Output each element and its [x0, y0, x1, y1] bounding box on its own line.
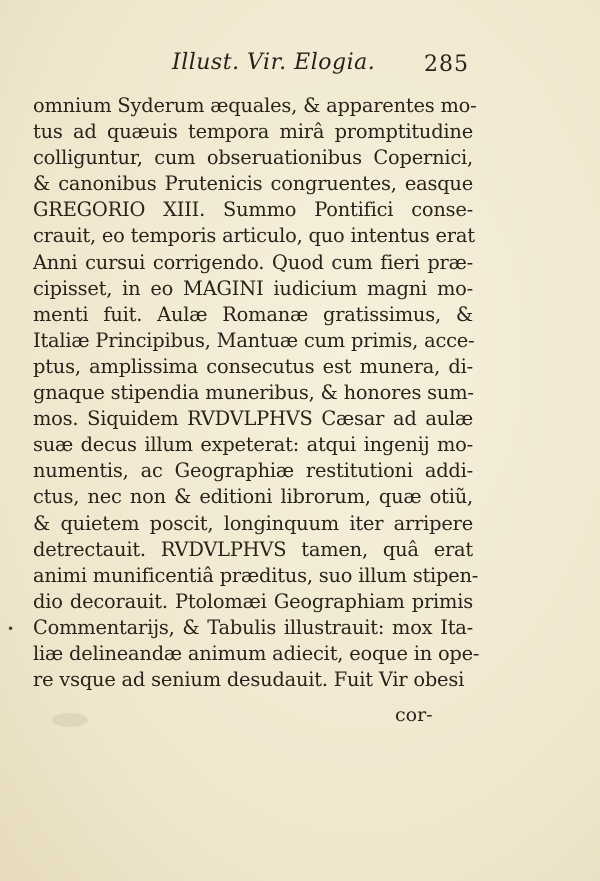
- text-line: Anni cursui corrigendo. Quod cum fieri præ-: [33, 250, 473, 274]
- text-line: suæ decus illum expeterat: atqui ingenij mo-: [33, 433, 473, 457]
- paper-stain: [52, 713, 88, 727]
- page-number: 285: [424, 52, 469, 77]
- text-line: omnium Syderum æquales, & apparentes mo-: [33, 94, 477, 117]
- text-line: ptus, amplissima consecutus est munera, di-: [33, 354, 473, 378]
- text-line: gnaque stipendia muneribus, & honores sum-: [33, 381, 474, 405]
- text-line: crauit, eo temporis articulo, quo intentus erat: [33, 224, 475, 248]
- text-line: colliguntur, cum obseruationibus Copernici,: [33, 146, 473, 170]
- text-line: animi munificentiâ præditus, suo illum stipen-: [33, 563, 479, 587]
- text-line: dio decorauit. Ptolomæi Geographiam primis: [33, 589, 473, 613]
- text-line: detrectauit. RVDVLPHVS tamen, quâ erat: [33, 537, 473, 561]
- text-line: menti fuit. Aulæ Romanæ gratissimus, &: [33, 302, 473, 326]
- page-header: [0, 44, 600, 84]
- text-line: Commentarijs, & Tabulis illustrauit: mox Ita-: [33, 615, 473, 639]
- text-line: tus ad quæuis tempora mirâ promptitudine: [33, 120, 473, 144]
- text-line: liæ delineandæ animum adiecit, eoque in ope-: [33, 641, 480, 665]
- text-line: & quietem poscit, longinquum iter arripere: [33, 511, 473, 535]
- text-line: re vsque ad senium desudauit. Fuit Vir obesi: [33, 668, 465, 692]
- text-line: GREGORIO XIII. Summo Pontifici conse-: [33, 198, 473, 222]
- text-line: ctus, nec non & editioni librorum, quæ otiũ,: [33, 485, 473, 509]
- body-text: [33, 93, 480, 693]
- running-head: Illust. Vir. Elogia.: [172, 50, 376, 75]
- text-line: numentis, ac Geographiæ restitutioni addi-: [33, 459, 473, 483]
- text-line: cipisset, in eo MAGINI iudicium magni mo-: [33, 276, 473, 300]
- text-line: Italiæ Principibus, Mantuæ cum primis, acce-: [33, 328, 475, 352]
- text-line: mos. Siquidem RVDVLPHVS Cæsar ad aulæ: [33, 407, 473, 431]
- margin-mark: •: [7, 622, 15, 636]
- catchword: cor-: [395, 704, 433, 726]
- text-line: & canonibus Prutenicis congruentes, easque: [33, 172, 473, 196]
